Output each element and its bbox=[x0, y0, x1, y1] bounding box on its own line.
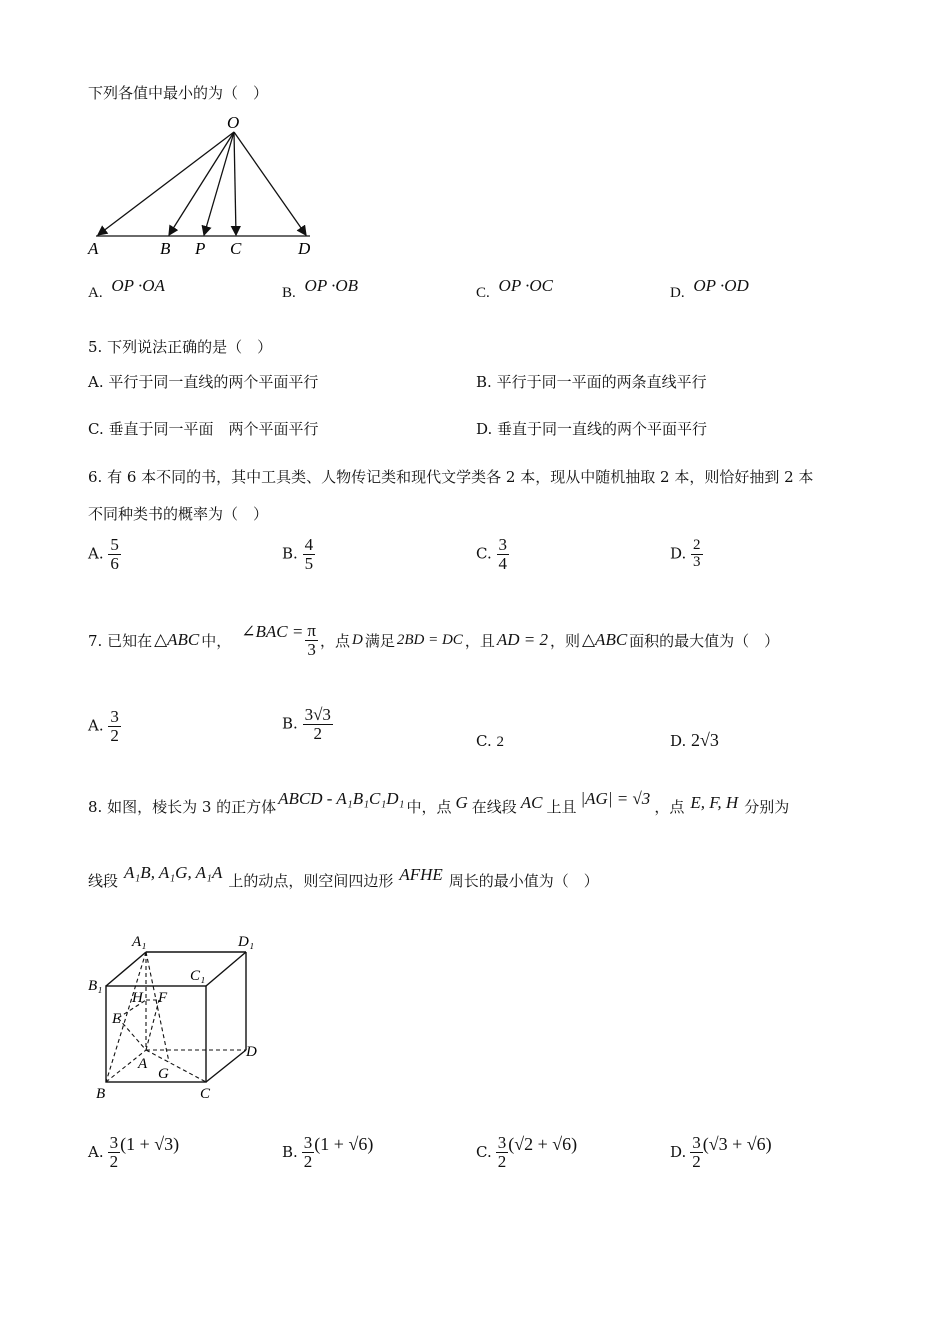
q8-option-d[interactable] bbox=[670, 1134, 772, 1171]
q4-stem: 下列各值中最小的为（ ） bbox=[88, 84, 269, 102]
option-label: A. bbox=[88, 285, 103, 301]
vector-OD bbox=[234, 132, 306, 235]
label-E: E bbox=[112, 1011, 122, 1027]
q7-option-d[interactable] bbox=[670, 730, 719, 751]
option-text: 平行于同一直线的两个平面平行 bbox=[108, 373, 319, 391]
fraction: $\frac{3√3}{2}$ bbox=[304, 705, 331, 743]
label-A: A bbox=[138, 1056, 148, 1072]
option-text: 垂直于同一平面 两个平面平行 bbox=[108, 420, 319, 438]
q6-option-b[interactable] bbox=[282, 536, 315, 573]
vector-OC bbox=[234, 132, 236, 235]
q6-option-a[interactable] bbox=[88, 536, 121, 573]
fraction: $\frac{3}{4}$ bbox=[498, 535, 507, 573]
fraction: $\frac{3}{2}$ bbox=[109, 1133, 119, 1171]
q7-option-a[interactable] bbox=[88, 708, 121, 745]
q8-option-a[interactable] bbox=[88, 1134, 179, 1171]
q5-option-a[interactable] bbox=[88, 371, 318, 392]
option-value: 2 bbox=[496, 734, 504, 750]
label-O: O bbox=[227, 113, 240, 132]
fraction: $\frac{4}{5}$ bbox=[304, 535, 314, 573]
q4-option-b[interactable] bbox=[282, 276, 359, 302]
option-expr: OP ·OC bbox=[498, 276, 554, 295]
label-D: D bbox=[298, 239, 311, 258]
option-label: D. bbox=[670, 285, 685, 301]
vector-OA bbox=[98, 132, 234, 235]
q8-option-c[interactable] bbox=[476, 1134, 577, 1171]
option-expr: OP ·OA bbox=[111, 276, 165, 295]
label-B1: B₁ bbox=[88, 978, 103, 994]
label-C: C bbox=[200, 1086, 211, 1102]
q7-stem: 7. 已知在 △ABC 中， ∠BAC = $\frac{\pi}{3}$ ，点 D 满足 2BD = DC ，且 AD = 2 ，则 △ABC 面积的最大值为（ ） bbox=[88, 621, 780, 659]
q6-stem-line2: 不同种类书的概率为（ ） bbox=[88, 505, 269, 523]
option-label: B. bbox=[282, 544, 298, 563]
label-G: G bbox=[158, 1066, 169, 1082]
label-B: B bbox=[96, 1086, 106, 1102]
option-label: D. bbox=[670, 1143, 687, 1162]
option-expr: (√3 + √6) bbox=[702, 1133, 772, 1154]
option-label: D. bbox=[476, 420, 493, 438]
option-expr: (1 + √6) bbox=[314, 1133, 374, 1154]
label-B: B bbox=[160, 239, 171, 258]
option-text: 平行于同一平面的两条直线平行 bbox=[496, 373, 707, 391]
q4-option-c[interactable] bbox=[476, 276, 554, 302]
label-D1: D₁ bbox=[238, 934, 255, 950]
label-A: A bbox=[88, 239, 99, 258]
label-C: C bbox=[230, 239, 242, 258]
q7-option-c[interactable] bbox=[476, 732, 504, 751]
label-P: P bbox=[195, 239, 206, 258]
option-label: A. bbox=[88, 373, 104, 391]
option-value: 2√3 bbox=[691, 730, 719, 750]
q5-stem: 5. 下列说法正确的是（ ） bbox=[88, 338, 273, 356]
option-label: B. bbox=[282, 1143, 298, 1162]
q6-option-d[interactable] bbox=[670, 538, 703, 571]
option-label: C. bbox=[476, 1143, 492, 1162]
label-A1: A₁ bbox=[132, 934, 147, 950]
fraction: $\frac{3}{2}$ bbox=[303, 1133, 313, 1171]
q4-vector-figure bbox=[84, 108, 324, 260]
q8-cube-figure bbox=[84, 930, 274, 1110]
option-label: B. bbox=[282, 714, 298, 733]
vector-OB bbox=[169, 132, 234, 235]
fraction: $\frac{3}{2}$ bbox=[110, 707, 119, 745]
option-label: B. bbox=[476, 373, 492, 391]
option-expr: (1 + √3) bbox=[120, 1133, 180, 1154]
option-label: A. bbox=[88, 1143, 104, 1162]
option-label: C. bbox=[476, 285, 490, 301]
option-label: D. bbox=[670, 732, 687, 750]
option-expr: OP ·OD bbox=[693, 276, 749, 295]
fraction: $\frac{2}{3}$ bbox=[693, 537, 701, 570]
label-C1: C₁ bbox=[190, 968, 206, 984]
q7-option-b[interactable] bbox=[282, 706, 333, 743]
label-F: F bbox=[158, 990, 168, 1006]
vector-OP bbox=[204, 132, 234, 235]
q4-option-d[interactable] bbox=[670, 276, 749, 302]
option-label: C. bbox=[88, 420, 104, 438]
label-H: H bbox=[132, 990, 143, 1006]
q6-stem-line1: 6. 有 6 本不同的书，其中工具类、人物传记类和现代文学类各 2 本，现从中随机抽取 2 本，则恰好抽到 2 本 bbox=[88, 468, 814, 486]
fraction: $\frac{3}{2}$ bbox=[497, 1133, 507, 1171]
q8-option-b[interactable] bbox=[282, 1134, 373, 1171]
fraction: $\frac{5}{6}$ bbox=[110, 535, 119, 573]
fraction: $\frac{3}{2}$ bbox=[692, 1133, 701, 1171]
option-label: C. bbox=[476, 544, 492, 563]
label-D: D bbox=[246, 1044, 257, 1060]
option-expr: (√2 + √6) bbox=[508, 1133, 578, 1154]
q5-option-c[interactable] bbox=[88, 418, 319, 439]
q4-option-a[interactable] bbox=[88, 276, 165, 302]
option-text: 垂直于同一直线的两个平面平行 bbox=[497, 420, 708, 438]
q5-option-b[interactable] bbox=[476, 371, 707, 392]
option-label: C. bbox=[476, 732, 492, 750]
q6-option-c[interactable] bbox=[476, 536, 509, 573]
option-label: A. bbox=[88, 716, 104, 735]
option-label: D. bbox=[670, 544, 687, 563]
option-label: B. bbox=[282, 285, 296, 301]
option-expr: OP ·OB bbox=[304, 276, 359, 295]
q8-stem-line2: 线段 A₁B, A₁G, A₁A 上的动点，则空间四边形 AFHE 周长的最小值为（ ） bbox=[88, 862, 599, 890]
q8-stem-line1: 8. 如图，棱长为 3 的正方体 ABCD - A₁B₁C₁D₁ 中，点 G 在线段 AC 上且 |AG| = √3 ，点 E, F, H 分别为 bbox=[88, 788, 790, 816]
option-label: A. bbox=[88, 544, 104, 563]
q5-option-d[interactable] bbox=[476, 418, 707, 439]
